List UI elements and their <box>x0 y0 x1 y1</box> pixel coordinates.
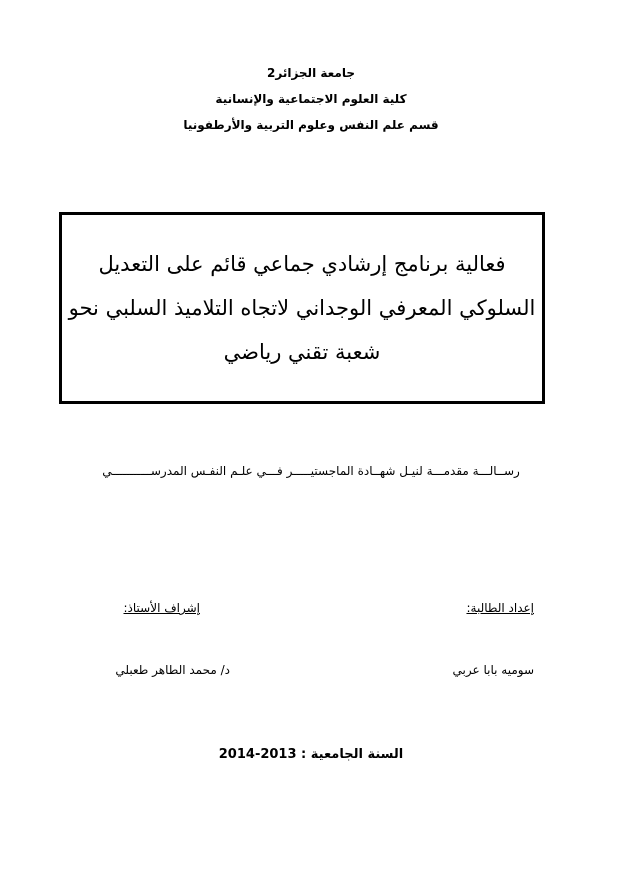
academic-year: السنة الجامعية : 2013-2014 <box>218 747 404 762</box>
thesis-title-line-3: شعبة تقني رياضي <box>223 340 381 364</box>
student-label: إعداد الطالبة: <box>466 601 534 615</box>
student-name: سوميه بابا عربي <box>452 663 534 677</box>
degree-subtitle: رســالـــة مقدمـــة لنيـل شهــادة الماجستيـــــر فـــي علـم النفـس المدرســـــــــــي <box>102 464 520 478</box>
faculty-name: كلية العلوم الاجتماعية والإنسانية <box>215 92 407 106</box>
thesis-title-line-2: السلوكي المعرفي الوجداني لاتجاه التلاميذ السلبي نحو <box>68 296 536 320</box>
supervisor-name: د/ محمد الطاهر طعبلي <box>115 663 230 677</box>
thesis-title-line-1: فعالية برنامج إرشادي جماعي قائم على التعديل <box>98 252 506 276</box>
thesis-title-box <box>59 212 545 404</box>
institution-header <box>0 60 622 138</box>
department-name: قسم علم النفس وعلوم التربية والأرطفونيا <box>183 118 439 132</box>
supervisor-label: إشراف الأستاذ: <box>123 601 200 615</box>
university-name: جامعة الجزائر2 <box>267 66 355 80</box>
